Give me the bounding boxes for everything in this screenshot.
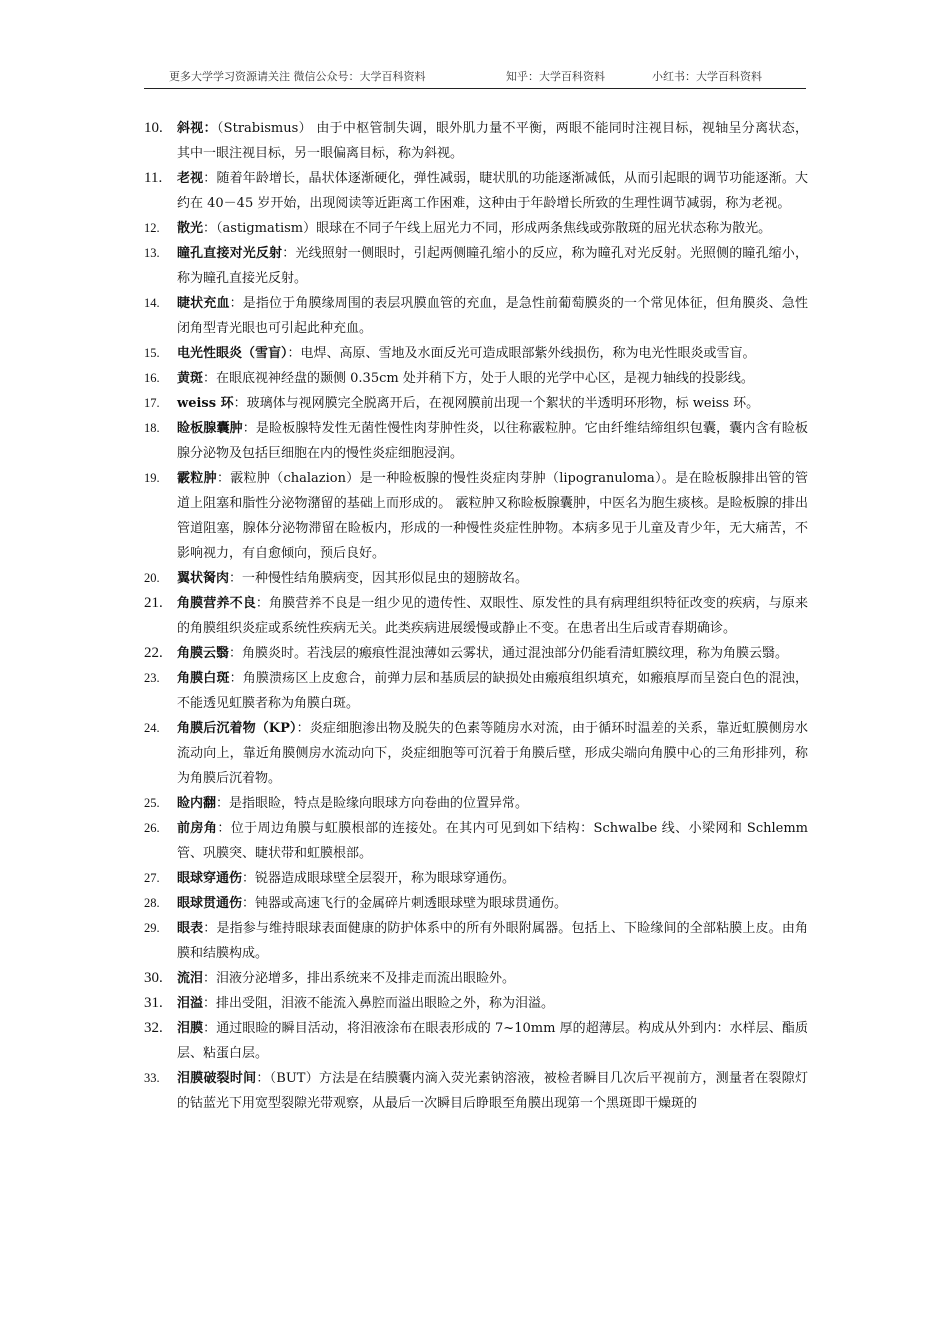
glossary-entry [144, 116, 808, 166]
entry-definition: ：光线照射一侧眼时，引起两侧瞳孔缩小的反应，称为瞳孔对光反射。光照侧的瞳孔缩小，称为瞳孔直接光反射。 [177, 246, 808, 286]
glossary-entry [144, 1066, 808, 1116]
entry-number: 17. [144, 396, 160, 410]
entry-number: 30. [144, 970, 163, 986]
glossary-entry [144, 241, 808, 291]
entry-term: 斜视： [177, 121, 217, 136]
entry-term: 角膜后沉着物（KP） [177, 721, 297, 736]
entry-definition: ：排出受阻，泪液不能流入鼻腔而溢出眼睑之外，称为泪溢。 [203, 996, 555, 1011]
entry-definition: ：角膜炎时。若浅层的瘢痕性混浊薄如云雾状，通过混浊部分仍能看清虹膜纹理，称为角膜云翳。 [229, 646, 789, 661]
glossary-entry [144, 716, 808, 791]
entry-definition: ：泪液分泌增多，排出系统来不及排走而流出眼睑外。 [203, 971, 516, 986]
entry-definition: ：一种慢性结角膜病变，因其形似昆虫的翅膀故名。 [229, 571, 529, 586]
entry-definition: ：是指参与维持眼球表面健康的防护体系中的所有外眼附属器。包括上、下睑缘间的全部粘膜上皮。由角膜和结膜构成。 [177, 921, 808, 961]
entry-term: 泪溢 [177, 996, 204, 1011]
entry-definition: ：锐器造成眼球壁全层裂开，称为眼球穿通伤。 [242, 871, 516, 886]
entry-number: 13. [144, 246, 160, 260]
entry-term: 睑内翻 [177, 796, 217, 811]
entry-definition: ：玻璃体与视网膜完全脱离开后，在视网膜前出现一个絮状的半透明环形物，标 weiss 环。 [233, 396, 760, 411]
entry-term: 眼球穿通伤 [177, 871, 243, 886]
entry-definition: ：在眼底视神经盘的颞侧 0.35cm 处并稍下方，处于人眼的光学中心区，是视力轴线的投影线。 [203, 371, 754, 386]
glossary-entry [144, 391, 808, 416]
entry-term: 角膜营养不良 [177, 596, 256, 611]
entry-term: 眼球贯通伤 [177, 896, 243, 911]
entry-term: 散光 [177, 221, 204, 236]
header-xiaohongshu-note: 小红书：大学百科资料 [652, 70, 762, 83]
entry-term: 电光性眼炎（雪盲） [177, 346, 288, 361]
entry-term: 睑板腺囊肿 [177, 421, 243, 436]
entry-number: 20. [144, 571, 160, 585]
entry-number: 21. [144, 595, 163, 611]
entry-term: 老视 [177, 171, 204, 186]
entry-number: 10. [144, 120, 163, 136]
entry-number: 27. [144, 871, 160, 885]
entry-definition: ：是睑板腺特发性无菌性慢性肉芽肿性炎，以往称霰粒肿。它由纤维结缔组织包囊，囊内含有睑板腺分泌物及包括巨细胞在内的慢性炎症细胞浸润。 [177, 421, 808, 461]
entry-number: 16. [144, 371, 160, 385]
entry-number: 18. [144, 421, 160, 435]
entry-number: 11. [144, 170, 163, 186]
entry-term: 前房角 [177, 821, 218, 836]
header-wechat-note: 更多大学学习资源请关注 微信公众号：大学百科资料 [169, 70, 426, 83]
entry-definition: ：通过眼睑的瞬目活动，将泪液涂布在眼表形成的 7~10mm 厚的超薄层。构成从外到内：水样层、酯质层、粘蛋白层。 [177, 1021, 808, 1061]
entry-term: 黄斑 [177, 371, 204, 386]
entry-number: 23. [144, 671, 160, 685]
entry-number: 12. [144, 221, 160, 235]
entry-definition: ：角膜营养不良是一组少见的遗传性、双眼性、原发性的具有病理组织特征改变的疾病，与原来的角膜组织炎症或系统性疾病无关。此类疾病进展缓慢或静止不变。在患者出生后或青春期确诊。 [177, 596, 808, 636]
entry-term: 瞳孔直接对光反射 [177, 246, 283, 261]
page-header [144, 66, 806, 86]
glossary-entry [144, 166, 808, 216]
glossary-entry [144, 816, 808, 866]
glossary-entry [144, 666, 808, 716]
entry-number: 25. [144, 796, 160, 810]
glossary-entry [144, 341, 808, 366]
entry-term: 眼表 [177, 921, 204, 936]
entry-definition: ：（BUT）方法是在结膜囊内滴入荧光素钠溶液，被检者瞬目几次后平视前方，测量者在裂隙灯的钴蓝光下用宽型裂隙光带观察，从最后一次瞬目后睁眼至角膜出现第一个黑斑即干燥斑的 [177, 1071, 808, 1111]
glossary-entry [144, 966, 808, 991]
entry-definition: ：电焊、高原、雪地及水面反光可造成眼部紫外线损伤，称为电光性眼炎或雪盲。 [287, 346, 756, 361]
entry-definition: ：钝器或高速飞行的金属碎片刺透眼球壁为眼球贯通伤。 [242, 896, 568, 911]
entry-definition: ：炎症细胞渗出物及脱失的色素等随房水对流，由于循环时温差的关系，靠近虹膜侧房水流动向上，靠近角膜侧房水流动向下，炎症细胞等可沉着于角膜后壁，形成尖端向角膜中心的三角形排列，称为角膜后沉着物。 [177, 721, 808, 786]
glossary-entry [144, 916, 808, 966]
entry-number: 19. [144, 471, 160, 485]
entry-definition: ：（astigmatism）眼球在不同子午线上屈光力不同，形成两条焦线或弥散斑的屈光状态称为散光。 [203, 221, 772, 236]
glossary-entry [144, 366, 808, 391]
entry-number: 14. [144, 296, 160, 310]
entry-number: 29. [144, 921, 160, 935]
glossary-entry [144, 791, 808, 816]
entry-definition: ：随着年龄增长，晶状体逐渐硬化，弹性减弱，睫状肌的功能逐渐减低，从而引起眼的调节功能逐渐。大约在 40－45 岁开始，出现阅读等近距离工作困难，这种由于年龄增长所致的生理性调节减弱，称为老视。 [177, 171, 808, 211]
glossary-entry [144, 291, 808, 341]
glossary-entry [144, 641, 808, 666]
entry-number: 31. [144, 995, 163, 1011]
entry-definition: （Strabismus） 由于中枢管制失调，眼外肌力量不平衡，两眼不能同时注视目标，视轴呈分离状态，其中一眼注视目标，另一眼偏离目标，称为斜视。 [177, 121, 808, 161]
entry-term: 泪膜破裂时间 [177, 1071, 257, 1086]
entry-term: 角膜云翳 [177, 646, 230, 661]
header-zhihu-note: 知乎：大学百科资料 [506, 70, 605, 83]
entry-term: weiss 环 [177, 396, 234, 411]
glossary-entry [144, 1016, 808, 1066]
entry-number: 22. [144, 645, 163, 661]
entry-term: 霰粒肿 [177, 471, 217, 486]
entry-number: 33. [144, 1071, 160, 1085]
header-rule [144, 88, 806, 89]
entry-definition: ：是指眼睑，特点是睑缘向眼球方向卷曲的位置异常。 [216, 796, 529, 811]
entry-number: 26. [144, 821, 160, 835]
glossary-entry [144, 466, 808, 566]
glossary-entry [144, 216, 808, 241]
entry-definition: ：角膜溃疡区上皮愈合，前弹力层和基质层的缺损处由瘢痕组织填充，如瘢痕厚而呈瓷白色的混浊，不能透见虹膜者称为角膜白斑。 [177, 671, 808, 711]
glossary-entry [144, 891, 808, 916]
glossary-entry [144, 416, 808, 466]
glossary-entry [144, 566, 808, 591]
entry-definition: ：是指位于角膜缘周围的表层巩膜血管的充血，是急性前葡萄膜炎的一个常见体征，但角膜炎、急性闭角型青光眼也可引起此种充血。 [177, 296, 808, 336]
entry-number: 24. [144, 721, 160, 735]
entry-number: 15. [144, 346, 160, 360]
glossary-list [144, 116, 808, 1116]
entry-number: 32. [144, 1020, 163, 1036]
entry-term: 角膜白斑 [177, 671, 230, 686]
glossary-entry [144, 991, 808, 1016]
glossary-entry [144, 591, 808, 641]
entry-term: 流泪 [177, 971, 204, 986]
entry-term: 泪膜 [177, 1021, 204, 1036]
glossary-entry [144, 866, 808, 891]
entry-definition: ：霰粒肿（chalazion）是一种睑板腺的慢性炎症肉芽肿（lipogranuloma）。是在睑板腺排出管的管道上阻塞和脂性分泌物潴留的基础上而形成的。 霰粒肿又称睑板腺囊肿，中医名为胞生痰核。是睑板腺的排出管道阻塞，腺体分泌物滞留在睑板内，形成的一种慢性炎症性肿物。本病多见于儿童及青少年，无大痛苦，不影响视力，有自愈倾向，预后良好。 [177, 471, 808, 561]
entry-number: 28. [144, 896, 160, 910]
entry-term: 睫状充血 [177, 296, 230, 311]
entry-term: 翼状胬肉 [177, 571, 230, 586]
entry-definition: ：位于周边角膜与虹膜根部的连接处。在其内可见到如下结构：Schwalbe 线、小梁网和 Schlemm 管、巩膜突、睫状带和虹膜根部。 [177, 821, 808, 861]
